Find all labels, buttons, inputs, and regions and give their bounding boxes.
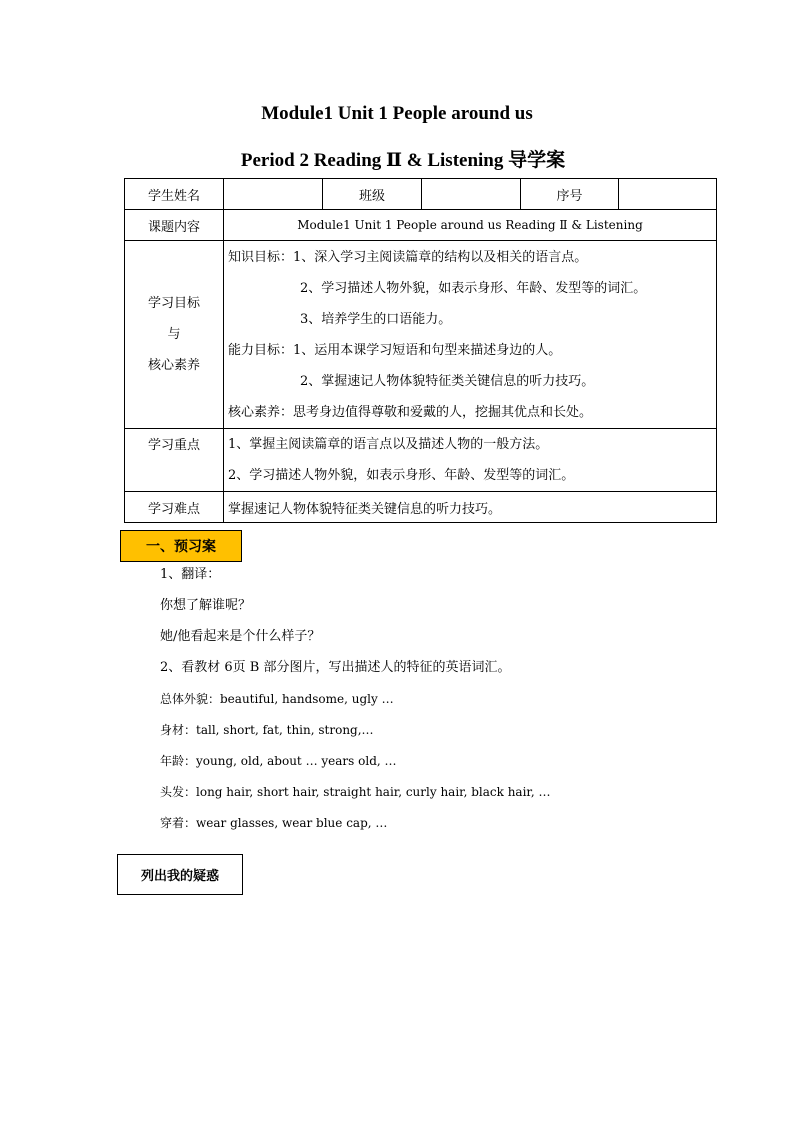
goals-label-line: 核心素养	[147, 358, 200, 373]
class-field[interactable]	[422, 179, 521, 210]
goal-line: 3、培养学生的口语能力。	[300, 311, 452, 327]
seat-number-label: 序号	[521, 179, 619, 210]
key-points-content	[224, 429, 717, 492]
preview-line: 年龄：young, old, about … years old, …	[160, 754, 397, 768]
key-point-line: 1、掌握主阅读篇章的语言点以及描述人物的一般方法。	[228, 437, 549, 452]
preview-line: 穿着：wear glasses, wear blue cap, …	[160, 816, 388, 830]
preview-line: 2、看教材 6页 B 部分图片，写出描述人的特征的英语词汇。	[160, 660, 511, 675]
goal-line: 知识目标：1、深入学习主阅读篇章的结构以及相关的语言点。	[228, 249, 588, 265]
goal-line: 2、学习描述人物外貌，如表示身形、年龄、发型等的词汇。	[300, 280, 647, 296]
preview-line: 总体外貌：beautiful, handsome, ugly …	[160, 692, 394, 706]
class-label: 班级	[323, 179, 422, 210]
goals-label-line: 与	[167, 327, 181, 342]
student-name-label: 学生姓名	[125, 179, 224, 210]
key-point-line: 2、学习描述人物外貌，如表示身形、年龄、发型等的词汇。	[228, 468, 575, 483]
difficulty-label: 学习难点	[125, 492, 224, 523]
student-name-field[interactable]	[224, 179, 323, 210]
key-points-label: 学习重点	[125, 429, 224, 492]
document-subtitle: Period 2 Reading Ⅱ & Listening 导学案	[240, 150, 566, 171]
goal-line: 核心素养：思考身边值得尊敬和爱戴的人，挖掘其优点和长处。	[228, 404, 593, 420]
preview-section-banner: 一、预习案	[120, 530, 242, 562]
table-row	[125, 429, 717, 492]
document-title: Module1 Unit 1 People around us	[261, 103, 533, 124]
goals-label-line: 学习目标	[147, 296, 200, 311]
preview-line: 她/他看起来是个什么样子？	[160, 629, 321, 644]
table-row	[125, 492, 717, 523]
table-row	[125, 241, 717, 429]
goals-label	[125, 241, 224, 429]
topic-value: Module1 Unit 1 People around us Reading Ⅱ & Listening	[224, 210, 717, 241]
table-row	[125, 210, 717, 241]
info-table	[124, 178, 717, 523]
preview-line: 头发：long hair, short hair, straight hair, curly hair, black hair, …	[160, 785, 551, 799]
table-row	[125, 179, 717, 210]
preview-line: 身材：tall, short, fat, thin, strong,…	[160, 723, 374, 737]
goals-content	[224, 241, 717, 429]
goal-line: 能力目标：1、运用本课学习短语和句型来描述身边的人。	[228, 342, 562, 358]
preview-line: 你想了解谁呢？	[160, 598, 252, 613]
difficulty-value: 掌握速记人物体貌特征类关键信息的听力技巧。	[224, 492, 717, 523]
topic-label: 课题内容	[125, 210, 224, 241]
preview-line: 1、翻译：	[160, 567, 221, 582]
list-doubts-box: 列出我的疑惑	[117, 854, 243, 895]
seat-number-field[interactable]	[619, 179, 717, 210]
goal-line: 2、掌握速记人物体貌特征类关键信息的听力技巧。	[300, 373, 595, 389]
preview-section-content	[160, 565, 550, 844]
